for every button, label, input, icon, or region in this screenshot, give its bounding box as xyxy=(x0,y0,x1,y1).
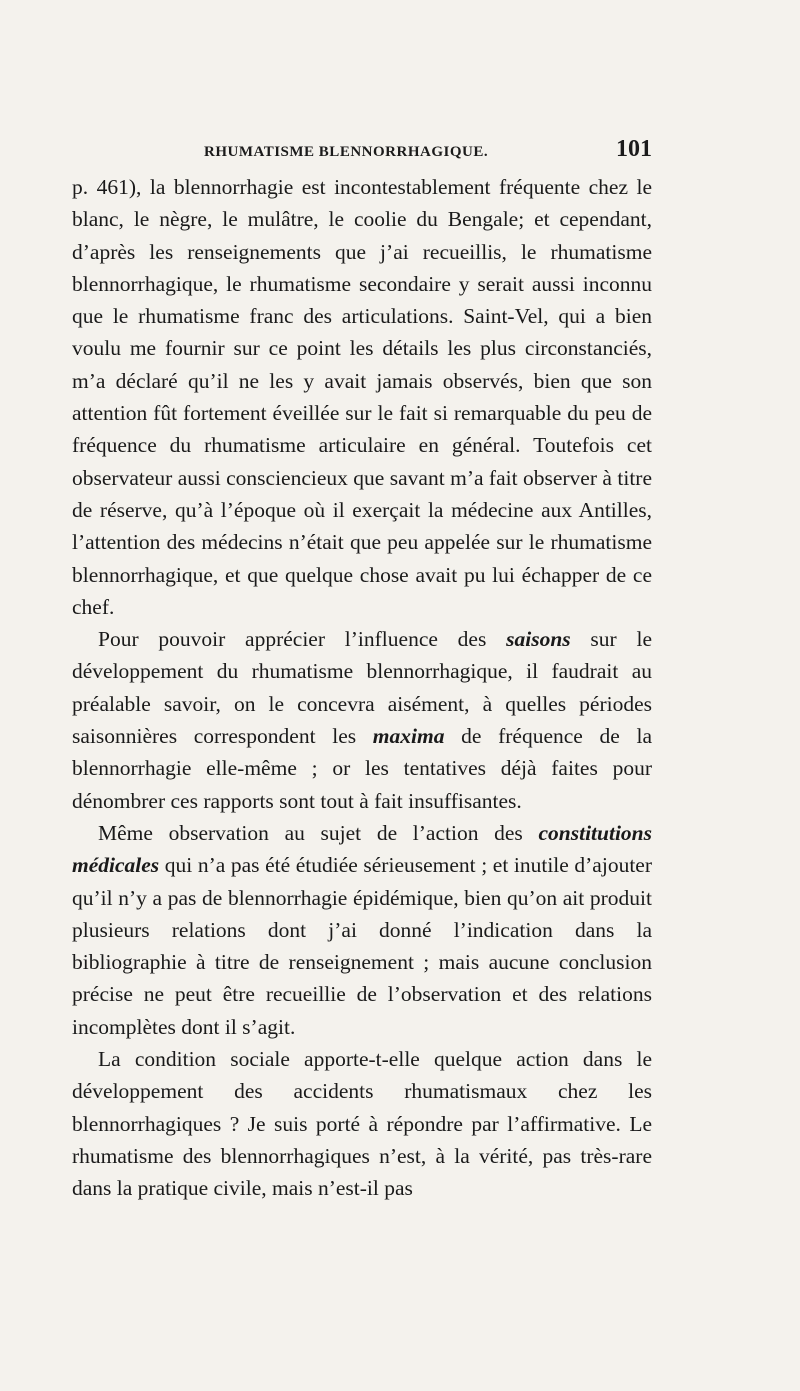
italic-maxima: maxima xyxy=(372,724,445,749)
italic-constitutions-medicales: constitutions médicales xyxy=(72,820,652,878)
paragraph-2-text-3: de fréquence de la blennorrhagie elle-même ; or les tentatives déjà faites pour dénombrer ces rapports sont tout à fait insuffisantes. xyxy=(72,724,652,813)
paragraph-4-text: La condition sociale apporte-t-elle quelque action dans le développement des accidents rhumatismaux chez les blennorrhagiques ? Je suis porté à répondre par l’affirmative. Le rhumatisme des blennorrhagiques n’est, à la vérité, pas très-rare dans la pratique civile, mais n’est-il pas xyxy=(72,1047,652,1201)
paragraph-4 xyxy=(72,1043,652,1204)
paragraph-3-text-1: Même observation au sujet de l’action des xyxy=(98,820,539,845)
paragraph-2-text-2: sur le développement du rhumatisme blennorrhagique, il faudrait au préalable savoir, on le concevra aisément, à quelles périodes saisonnières correspondent les xyxy=(72,627,652,749)
running-title: RHUMATISME BLENNORRHAGIQUE. xyxy=(204,144,489,160)
italic-saisons: saisons xyxy=(506,627,571,652)
page-header xyxy=(72,136,652,168)
page-number: 101 xyxy=(616,136,652,162)
paragraph-2 xyxy=(72,623,652,817)
body-text xyxy=(72,171,652,1205)
paragraph-2-text-1: Pour pouvoir apprécier l’influence des xyxy=(98,627,507,652)
paragraph-3 xyxy=(72,817,652,1043)
paragraph-1 xyxy=(72,171,652,623)
paragraph-1-text: p. 461), la blennorrhagie est incontestablement fréquente chez le blanc, le nègre, le mulâtre, le coolie du Bengale; et cependant, d’après les renseignements que j’ai recueillis, le rhumatisme blennorrhagique, le rhumatisme secondaire y serait aussi inconnu que le rhumatisme franc des articulations. Saint-Vel, qui a bien voulu me fournir sur ce point les détails les plus circonstanciés, m’a déclaré qu’il ne les y avait jamais observés, bien que son attention fût fortement éveillée sur le fait si remarquable du peu de fréquence du rhumatisme articulaire en général. Toutefois cet observateur aussi consciencieux que savant m’a fait observer à titre de réserve, qu’à l’époque où il exerçait la médecine aux Antilles, l’attention des médecins n’était que peu appelée sur le rhumatisme blennorrhagique, et que quelque chose avait pu lui échapper de ce chef. xyxy=(72,175,652,619)
paragraph-3-text-2: qui n’a pas été étudiée sérieusement ; et inutile d’ajouter qu’il n’y a pas de blennorrhagie épidémique, bien qu’on ait produit plusieurs relations dont j’ai donné l’indication dans la bibliographie à titre de renseignement ; mais aucune conclusion précise ne peut être recueillie de l’observation et des relations incomplètes dont il s’agit. xyxy=(72,853,652,1039)
